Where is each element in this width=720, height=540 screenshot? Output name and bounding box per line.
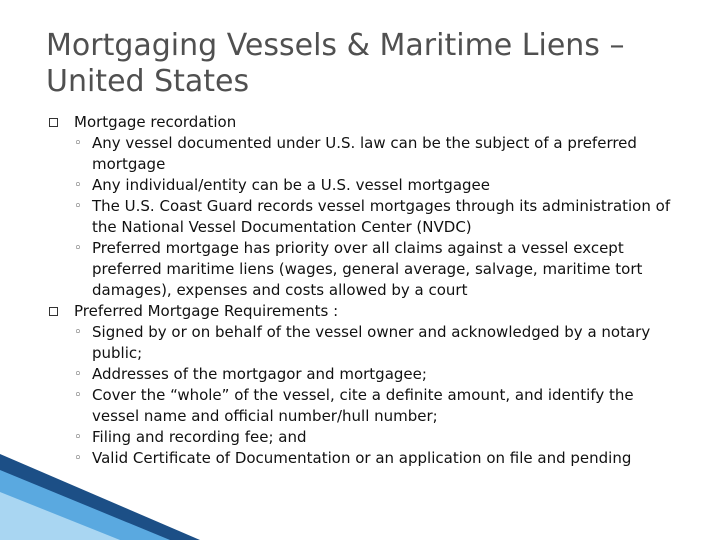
slide-title: Mortgaging Vessels & Maritime Liens – United States: [46, 28, 625, 99]
sub-list-item: [0, 364, 682, 385]
square-bullet-icon: [49, 307, 58, 316]
circle-bullet-icon: ◦: [74, 241, 82, 256]
sub-list-item: [0, 175, 682, 196]
sub-item-text: The U.S. Coast Guard records vessel mortgages through its administration of the National Vessel Documentation Center (NVDC): [92, 197, 671, 236]
sub-list-item: [0, 133, 682, 175]
sub-list-item: [0, 385, 682, 427]
circle-bullet-icon: ◦: [74, 367, 82, 382]
sub-list-item: [0, 196, 682, 238]
sub-item-text: Valid Certificate of Documentation or an application on file and pending: [92, 449, 632, 467]
bullet-label: Preferred Mortgage Requirements :: [74, 302, 339, 320]
sub-item-text: Filing and recording fee; and: [92, 428, 307, 446]
sub-item-text: Preferred mortgage has priority over all claims against a vessel except preferred maritime liens (wages, general average, salvage, maritime tort damages), expenses and costs allowed by a court: [92, 239, 643, 299]
circle-bullet-icon: ◦: [74, 430, 82, 445]
sub-list-item: [0, 322, 682, 364]
circle-bullet-icon: ◦: [74, 136, 82, 151]
circle-bullet-icon: ◦: [74, 178, 82, 193]
sub-item-text: Addresses of the mortgagor and mortgagee;: [92, 365, 427, 383]
circle-bullet-icon: ◦: [74, 451, 82, 466]
bullet-preferred-mortgage-requirements: [0, 301, 720, 322]
circle-bullet-icon: ◦: [74, 388, 82, 403]
decorative-corner-stripes: [0, 440, 200, 540]
bullet-mortgage-recordation: [0, 112, 720, 133]
sub-item-text: Any individual/entity can be a U.S. vessel mortgagee: [92, 176, 490, 194]
square-bullet-icon: [49, 118, 58, 127]
sub-item-text: Signed by or on behalf of the vessel owner and acknowledged by a notary public;: [92, 323, 651, 362]
circle-bullet-icon: ◦: [74, 325, 82, 340]
sub-list-mortgage-recordation: [0, 133, 720, 301]
sub-item-text: Cover the “whole” of the vessel, cite a definite amount, and identify the vessel name and official number/hull number;: [92, 386, 634, 425]
sub-item-text: Any vessel documented under U.S. law can be the subject of a preferred mortgage: [92, 134, 637, 173]
bullet-label: Mortgage recordation: [74, 113, 237, 131]
slide-content: [0, 112, 720, 469]
sub-list-item: [0, 238, 682, 301]
circle-bullet-icon: ◦: [74, 199, 82, 214]
